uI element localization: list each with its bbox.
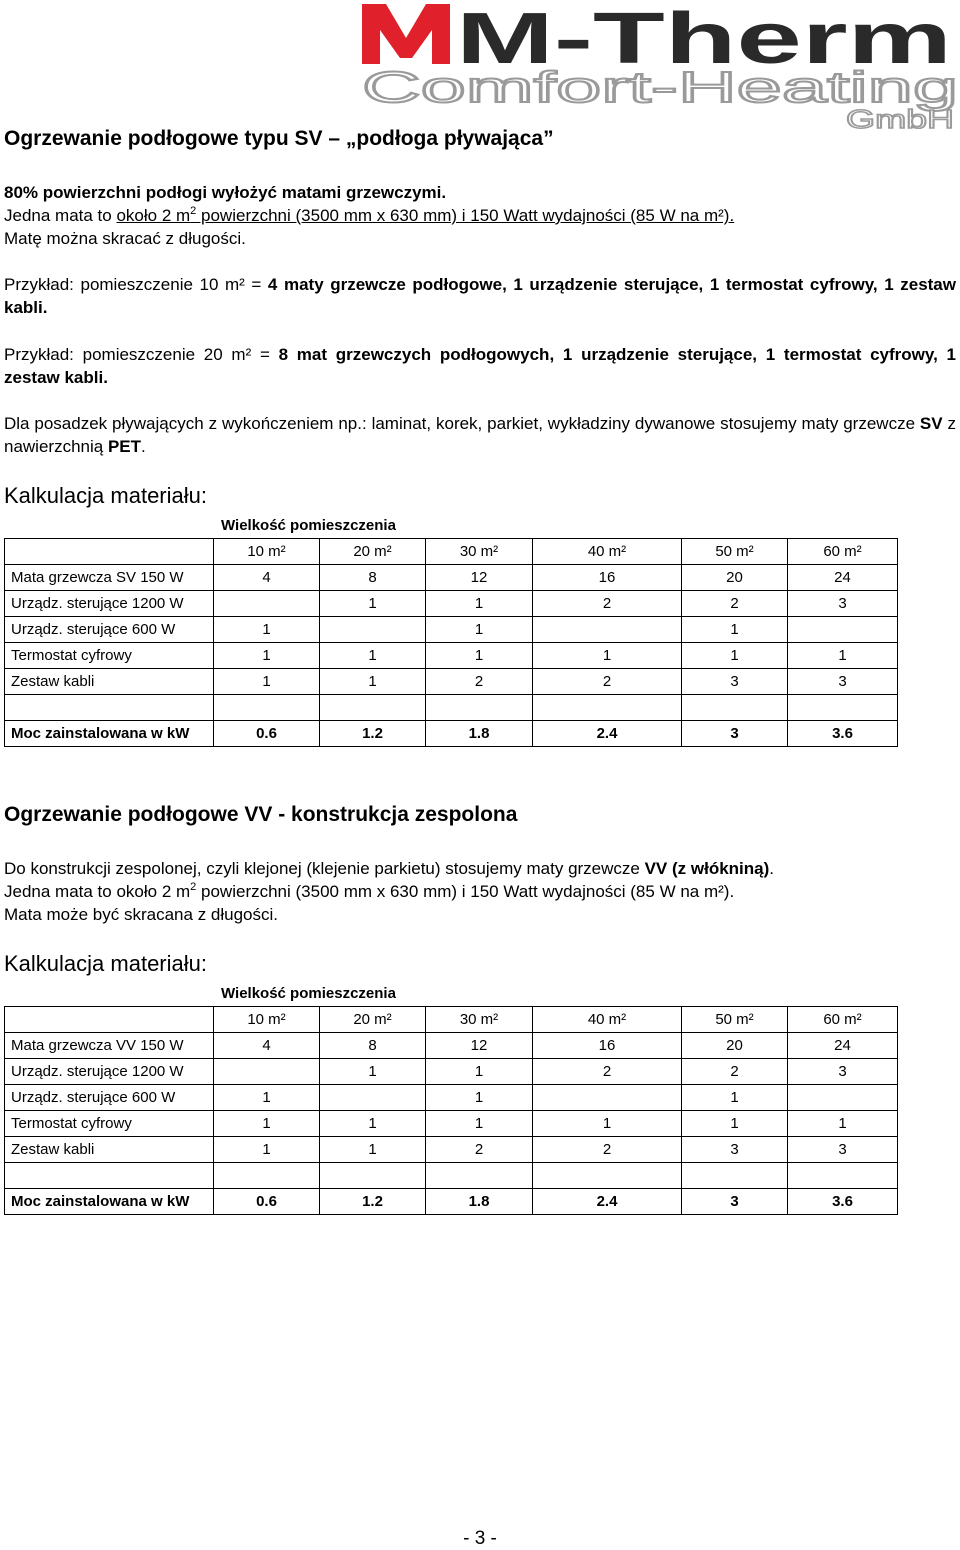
sv-line2-prefix: Jedna mata to xyxy=(4,206,117,225)
empty-row xyxy=(5,695,898,721)
empty-cell xyxy=(5,1163,214,1189)
row-label: Urządz. sterujące 600 W xyxy=(5,617,214,643)
total-cell: 3 xyxy=(682,721,788,747)
table-row xyxy=(5,669,898,695)
sv-floor-bold-2: PET xyxy=(107,437,142,456)
table-row xyxy=(5,565,898,591)
table-cell: 4 xyxy=(214,1033,320,1059)
total-cell: 1.2 xyxy=(320,1189,426,1215)
row-label: Termostat cyfrowy xyxy=(5,643,214,669)
logo-main-text: M-Therm xyxy=(456,0,952,79)
sv-calc-title: Kalkulacja materiału: xyxy=(4,483,207,508)
table-cell xyxy=(320,617,426,643)
sv-line2-underlined xyxy=(116,206,734,225)
sv-floor-text-3: . xyxy=(141,437,146,456)
table-cell xyxy=(788,1085,898,1111)
sv-line-mat-size xyxy=(4,204,956,227)
table-cell: 12 xyxy=(426,1033,533,1059)
table-cell xyxy=(533,617,682,643)
table-cell: 2 xyxy=(533,1137,682,1163)
table-cell: 2 xyxy=(533,591,682,617)
table-cell: 1 xyxy=(214,643,320,669)
table-cell: 2 xyxy=(533,669,682,695)
row-label: Mata grzewcza VV 150 W xyxy=(5,1033,214,1059)
row-label: Zestaw kabli xyxy=(5,669,214,695)
sv-floor-text-2: z nawierzchnią xyxy=(4,414,956,456)
table-cell: 1 xyxy=(214,1111,320,1137)
vv-line-mat-size xyxy=(4,880,956,903)
row-label: Urządz. sterujące 600 W xyxy=(5,1085,214,1111)
table-cell: 1 xyxy=(426,1111,533,1137)
table-cell: 1 xyxy=(682,617,788,643)
empty-row xyxy=(5,1163,898,1189)
corner-cell xyxy=(5,1007,214,1033)
logo-gmbh-text: GmbH xyxy=(846,104,954,130)
table-cell: 1 xyxy=(788,643,898,669)
row-label: Zestaw kabli xyxy=(5,1137,214,1163)
vv-title: Ogrzewanie podłogowe VV - konstrukcja zespolona xyxy=(4,803,518,826)
table-cell: 1 xyxy=(320,1111,426,1137)
column-header: 50 m² xyxy=(682,1007,788,1033)
table-cell: 20 xyxy=(682,1033,788,1059)
total-cell: 0.6 xyxy=(214,1189,320,1215)
vv-line2-suffix: powierzchni (3500 mm x 630 mm) i 150 Watt wydajności (85 W na m²). xyxy=(196,882,735,901)
table-cell xyxy=(214,1059,320,1085)
vv-line1-bold: VV (z włókniną) xyxy=(644,859,770,878)
sv-line2-sup: 2 xyxy=(190,205,197,217)
empty-cell xyxy=(5,695,214,721)
table-cell xyxy=(788,617,898,643)
table-cell: 2 xyxy=(682,591,788,617)
table-cell: 3 xyxy=(682,1137,788,1163)
column-header: 20 m² xyxy=(320,539,426,565)
empty-cell xyxy=(320,695,426,721)
sv-line-cut: Matę można skracać z długości. xyxy=(4,229,246,248)
table-cell: 1 xyxy=(426,591,533,617)
column-header: 30 m² xyxy=(426,539,533,565)
column-header: 60 m² xyxy=(788,539,898,565)
vv-table-body xyxy=(5,1007,898,1215)
empty-cell xyxy=(214,1163,320,1189)
table-cell: 1 xyxy=(788,1111,898,1137)
empty-cell xyxy=(533,695,682,721)
vv-line2-sup: 2 xyxy=(190,881,197,893)
sv-example-2-bold: 8 mat grzewczych podłogowych, 1 urządzenie sterujące, 1 termostat cyfrowy, 1 zestaw kabli. xyxy=(4,345,956,387)
table-row xyxy=(5,1137,898,1163)
table-cell: 24 xyxy=(788,1033,898,1059)
table-cell: 1 xyxy=(682,1085,788,1111)
row-label: Termostat cyfrowy xyxy=(5,1111,214,1137)
company-logo xyxy=(356,0,960,130)
vv-calc-title: Kalkulacja materiału: xyxy=(4,951,207,976)
table-row xyxy=(5,643,898,669)
column-header: 20 m² xyxy=(320,1007,426,1033)
table-cell: 1 xyxy=(214,1085,320,1111)
table-cell: 1 xyxy=(426,643,533,669)
sv-floor-text-1: Dla posadzek pływających z wykończeniem np.: laminat, korek, parkiet, wykładziny dywanowe stosujemy maty grzewcze xyxy=(4,414,920,433)
empty-cell xyxy=(682,1163,788,1189)
column-header: 40 m² xyxy=(533,1007,682,1033)
table-cell: 12 xyxy=(426,565,533,591)
table-cell: 3 xyxy=(788,591,898,617)
vv-material-table xyxy=(4,1006,898,1215)
empty-cell xyxy=(788,695,898,721)
table-header-row xyxy=(5,1007,898,1033)
vv-line1-end: . xyxy=(769,859,775,878)
sv-material-table xyxy=(4,538,898,747)
table-cell: 8 xyxy=(320,1033,426,1059)
table-cell: 1 xyxy=(426,1085,533,1111)
total-cell: 1.8 xyxy=(426,721,533,747)
table-cell: 1 xyxy=(426,1059,533,1085)
table-cell: 1 xyxy=(214,669,320,695)
table-cell: 4 xyxy=(214,565,320,591)
table-cell: 24 xyxy=(788,565,898,591)
table-cell: 1 xyxy=(682,643,788,669)
table-cell: 8 xyxy=(320,565,426,591)
sv-example-2 xyxy=(4,343,956,389)
total-label: Moc zainstalowana w kW xyxy=(5,721,214,747)
table-cell: 2 xyxy=(426,1137,533,1163)
table-row xyxy=(5,591,898,617)
table-cell: 16 xyxy=(533,1033,682,1059)
total-row xyxy=(5,721,898,747)
vv-line1-text: Do konstrukcji zespolonej, czyli klejonej (klejenie parkietu) stosujemy maty grzewcze xyxy=(4,859,645,878)
sv-line-coverage: 80% powierzchni podłogi wyłożyć matami grzewczymi. xyxy=(4,183,447,202)
sv-example-1 xyxy=(4,273,956,319)
empty-cell xyxy=(214,695,320,721)
empty-cell xyxy=(682,695,788,721)
empty-cell xyxy=(320,1163,426,1189)
total-cell: 3.6 xyxy=(788,721,898,747)
table-cell: 1 xyxy=(214,617,320,643)
total-cell: 3.6 xyxy=(788,1189,898,1215)
table-cell: 3 xyxy=(788,1059,898,1085)
vv-intro xyxy=(4,857,956,926)
sv-example-2-prefix: Przykład: pomieszczenie 20 m² = xyxy=(4,345,279,364)
table-cell xyxy=(533,1085,682,1111)
table-cell xyxy=(320,1085,426,1111)
sv-example-1-prefix: Przykład: pomieszczenie 10 m² = xyxy=(4,275,268,294)
total-row xyxy=(5,1189,898,1215)
vv-line-cut: Mata może być skracana z długości. xyxy=(4,905,279,924)
table-cell: 1 xyxy=(320,643,426,669)
table-cell: 1 xyxy=(320,1137,426,1163)
empty-cell xyxy=(533,1163,682,1189)
vv-line-construction xyxy=(4,857,956,880)
row-label: Urządz. sterujące 1200 W xyxy=(5,1059,214,1085)
sv-title: Ogrzewanie podłogowe typu SV – „podłoga pływająca” xyxy=(4,127,554,150)
table-cell: 3 xyxy=(788,669,898,695)
table-cell: 1 xyxy=(320,1059,426,1085)
sv-table-body xyxy=(5,539,898,747)
total-cell: 1.2 xyxy=(320,721,426,747)
page-number: - 3 - xyxy=(463,1528,497,1549)
sv-floor-bold-1: SV xyxy=(919,414,943,433)
table-cell: 1 xyxy=(320,591,426,617)
column-header: 50 m² xyxy=(682,539,788,565)
column-header: 40 m² xyxy=(533,539,682,565)
sv-floor-info xyxy=(4,412,956,458)
table-cell: 2 xyxy=(533,1059,682,1085)
table-cell: 1 xyxy=(426,617,533,643)
total-cell: 1.8 xyxy=(426,1189,533,1215)
table-cell: 1 xyxy=(682,1111,788,1137)
table-cell: 1 xyxy=(533,643,682,669)
sv-table-caption: Wielkość pomieszczenia xyxy=(221,517,396,534)
table-cell: 3 xyxy=(788,1137,898,1163)
table-cell: 2 xyxy=(682,1059,788,1085)
table-cell: 1 xyxy=(320,669,426,695)
logo-m-shape xyxy=(362,4,450,64)
total-label: Moc zainstalowana w kW xyxy=(5,1189,214,1215)
table-cell: 3 xyxy=(682,669,788,695)
sv-line2-suffix: powierzchni (3500 mm x 630 mm) i 150 Watt wydajności (85 W na m²). xyxy=(196,206,735,225)
column-header: 10 m² xyxy=(214,1007,320,1033)
table-row xyxy=(5,1059,898,1085)
corner-cell xyxy=(5,539,214,565)
empty-cell xyxy=(426,695,533,721)
vv-table-caption: Wielkość pomieszczenia xyxy=(221,985,396,1002)
column-header: 10 m² xyxy=(214,539,320,565)
sv-line2-underlined-text: około 2 m xyxy=(116,206,191,225)
total-cell: 2.4 xyxy=(533,1189,682,1215)
total-cell: 0.6 xyxy=(214,721,320,747)
table-header-row xyxy=(5,539,898,565)
table-cell: 20 xyxy=(682,565,788,591)
table-row xyxy=(5,617,898,643)
sv-intro xyxy=(4,181,956,250)
column-header: 60 m² xyxy=(788,1007,898,1033)
table-cell: 2 xyxy=(426,669,533,695)
table-row xyxy=(5,1111,898,1137)
table-cell: 1 xyxy=(214,1137,320,1163)
vv-line2-prefix: Jedna mata to około 2 m xyxy=(4,882,191,901)
logo-sub-text: Comfort-Heating xyxy=(362,63,958,112)
empty-cell xyxy=(426,1163,533,1189)
table-cell xyxy=(214,591,320,617)
sv-example-1-bold: 4 maty grzewcze podłogowe, 1 urządzenie sterujące, 1 termostat cyfrowy, 1 zestaw kabli. xyxy=(4,275,956,317)
table-row xyxy=(5,1033,898,1059)
total-cell: 2.4 xyxy=(533,721,682,747)
row-label: Urządz. sterujące 1200 W xyxy=(5,591,214,617)
total-cell: 3 xyxy=(682,1189,788,1215)
row-label: Mata grzewcza SV 150 W xyxy=(5,565,214,591)
empty-cell xyxy=(788,1163,898,1189)
table-row xyxy=(5,1085,898,1111)
table-cell: 16 xyxy=(533,565,682,591)
table-cell: 1 xyxy=(533,1111,682,1137)
column-header: 30 m² xyxy=(426,1007,533,1033)
